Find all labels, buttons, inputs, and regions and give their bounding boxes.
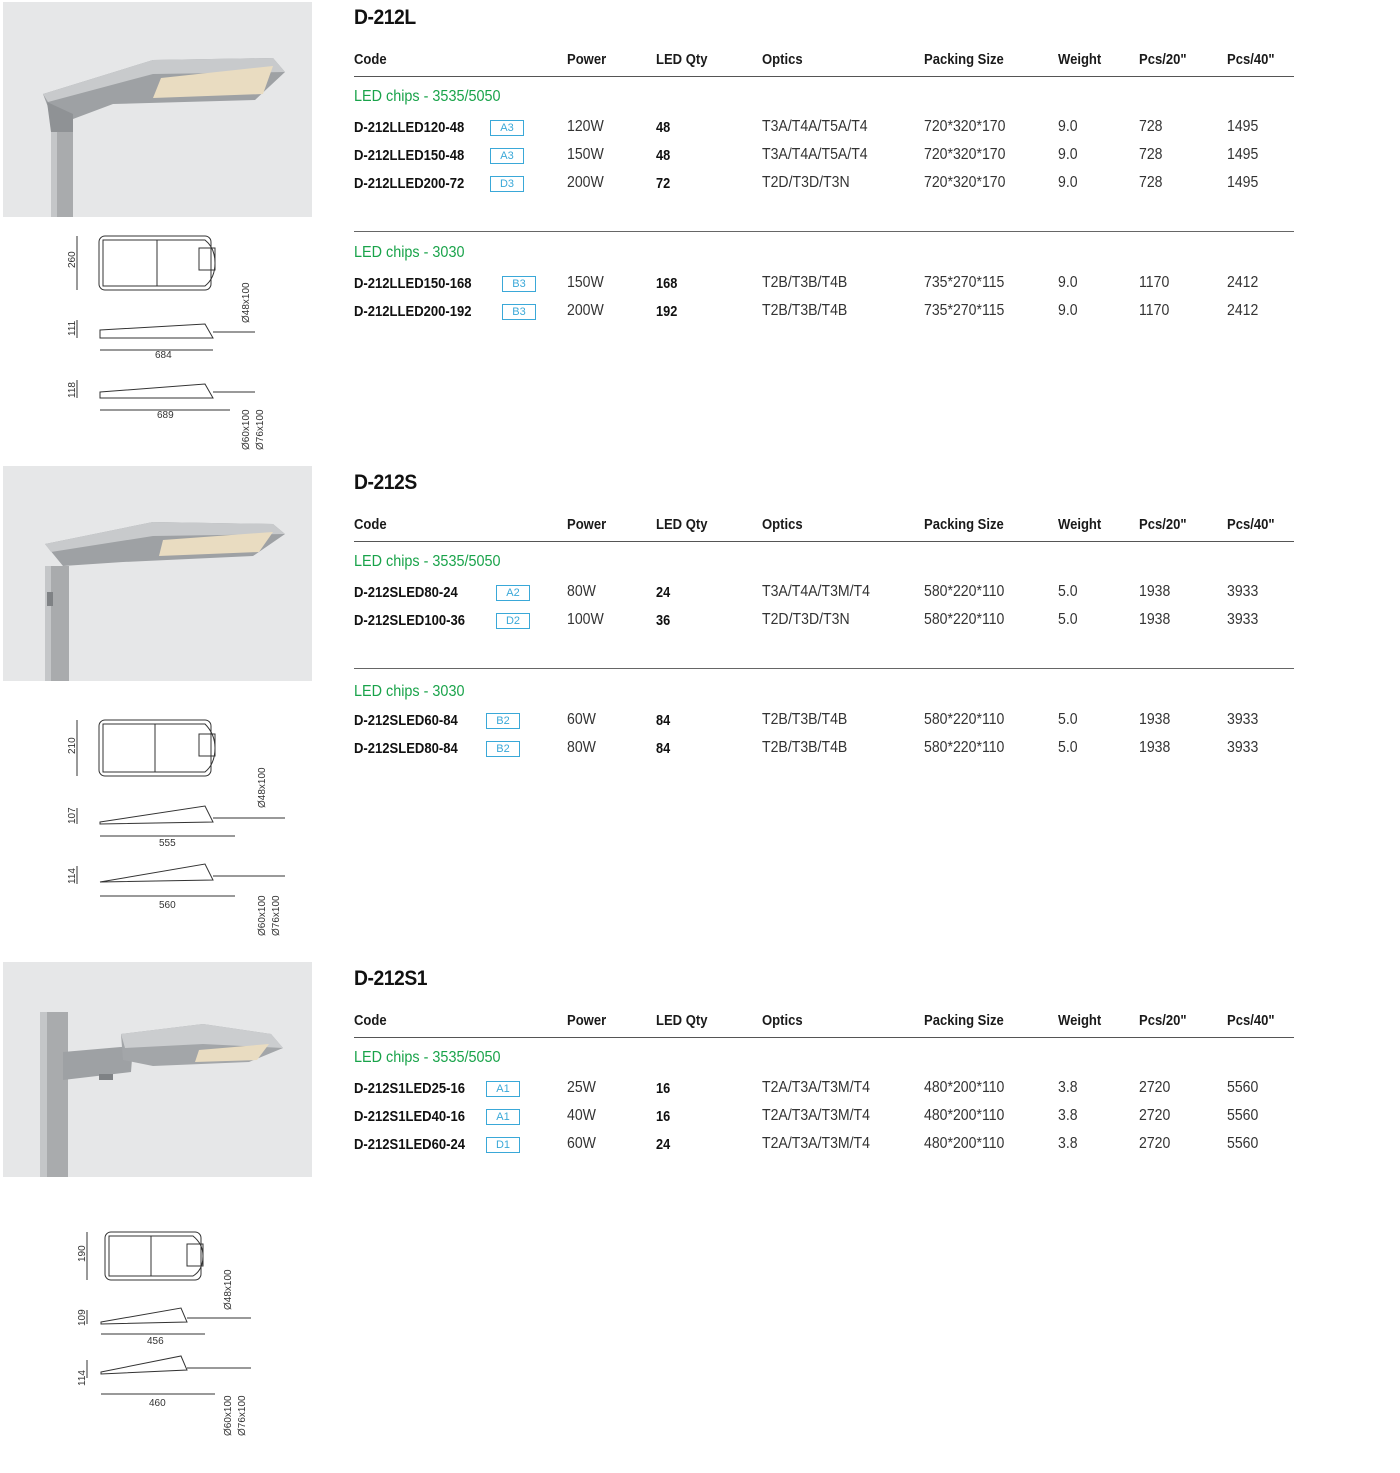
row-pcs20: 2720: [1139, 1135, 1171, 1152]
row-led-qty: 24: [656, 585, 671, 601]
optic-tag: B3: [502, 276, 536, 292]
drawing-side-height-2: 114: [67, 868, 78, 884]
row-optics: T2A/T3A/T3M/T4: [762, 1107, 870, 1124]
drawing-diameter-2: Ø60x100: [223, 1395, 234, 1436]
row-pcs40: 5560: [1227, 1079, 1259, 1096]
table-row: [354, 583, 1294, 611]
col-optics: Optics: [762, 517, 803, 533]
row-optics: T2D/T3D/T3N: [762, 174, 850, 191]
col-power: Power: [567, 1013, 607, 1029]
row-optics: T2B/T3B/T4B: [762, 302, 848, 319]
table-row: [354, 302, 1294, 330]
row-optics: T3A/T4A/T5A/T4: [762, 146, 868, 163]
table-header: [354, 46, 1294, 77]
drawing-height-label: 190: [77, 1245, 88, 1262]
row-led-qty: 84: [656, 741, 671, 757]
chip-group-label: LED chips - 3030: [354, 683, 465, 700]
row-weight: 5.0: [1058, 739, 1078, 756]
col-optics: Optics: [762, 52, 803, 68]
row-optics: T2B/T3B/T4B: [762, 274, 848, 291]
product-photo-d212s: [3, 466, 312, 681]
dimension-drawing-d212l: [55, 228, 315, 463]
row-pcs20: 2720: [1139, 1107, 1171, 1124]
drawing-height-label: 260: [67, 251, 78, 268]
table-row: [354, 1079, 1294, 1107]
optic-tag: A1: [486, 1109, 520, 1125]
row-optics: T3A/T4A/T5A/T4: [762, 118, 868, 135]
col-led-qty: LED Qty: [656, 52, 708, 68]
row-led-qty: 36: [656, 613, 671, 629]
row-pcs20: 1938: [1139, 611, 1171, 628]
row-power: 40W: [567, 1107, 596, 1124]
col-weight: Weight: [1058, 52, 1102, 68]
row-pcs20: 1170: [1139, 302, 1170, 319]
row-power: 60W: [567, 711, 596, 728]
row-pcs40: 3933: [1227, 711, 1259, 728]
drawing-diameter-2: Ø60x100: [241, 409, 252, 450]
col-code: Code: [354, 1013, 387, 1029]
product-photo-d212s1: [3, 962, 312, 1177]
section-title: D-212L: [354, 6, 416, 29]
row-optics: T2A/T3A/T3M/T4: [762, 1135, 870, 1152]
optic-tag: A2: [496, 585, 530, 601]
row-pcs40: 1495: [1227, 146, 1259, 163]
row-weight: 9.0: [1058, 146, 1078, 163]
row-packing-size: 735*270*115: [924, 302, 1005, 319]
row-pcs20: 2720: [1139, 1079, 1171, 1096]
chip-group: [354, 1049, 1294, 1164]
drawing-length-1: 684: [155, 350, 172, 361]
row-code: D-212SLED100-36: [354, 613, 465, 629]
col-pcs20: Pcs/20": [1139, 52, 1187, 68]
row-packing-size: 720*320*170: [924, 174, 1006, 191]
row-power: 100W: [567, 611, 604, 628]
row-led-qty: 84: [656, 713, 671, 729]
drawing-length-1: 555: [159, 838, 176, 849]
row-code: D-212LLED200-72: [354, 176, 465, 192]
row-pcs40: 3933: [1227, 611, 1259, 628]
row-code: D-212SLED80-84: [354, 741, 458, 757]
table-header: [354, 511, 1294, 542]
col-optics: Optics: [762, 1013, 803, 1029]
row-weight: 5.0: [1058, 711, 1078, 728]
chip-group: [354, 88, 1294, 198]
row-power: 150W: [567, 146, 604, 163]
row-packing-size: 580*220*110: [924, 739, 1005, 756]
row-optics: T3A/T4A/T3M/T4: [762, 583, 870, 600]
chip-group-label: LED chips - 3030: [354, 244, 465, 261]
col-code: Code: [354, 517, 387, 533]
row-code: D-212S1LED60-24: [354, 1137, 465, 1153]
col-pcs20: Pcs/20": [1139, 517, 1187, 533]
row-optics: T2A/T3A/T3M/T4: [762, 1079, 870, 1096]
row-code: D-212LLED200-192: [354, 304, 472, 320]
optic-tag: D2: [496, 613, 530, 629]
row-power: 200W: [567, 174, 604, 191]
table-row: [354, 146, 1294, 174]
col-power: Power: [567, 52, 607, 68]
row-weight: 3.8: [1058, 1135, 1078, 1152]
row-led-qty: 16: [656, 1109, 671, 1125]
row-code: D-212LLED120-48: [354, 120, 465, 136]
section-title: D-212S1: [354, 967, 428, 990]
row-packing-size: 735*270*115: [924, 274, 1005, 291]
row-packing-size: 580*220*110: [924, 583, 1005, 600]
row-pcs40: 1495: [1227, 118, 1259, 135]
row-optics: T2B/T3B/T4B: [762, 711, 848, 728]
chip-group-label: LED chips - 3535/5050: [354, 1049, 501, 1066]
optic-tag: A3: [490, 120, 524, 136]
section-title: D-212S: [354, 471, 417, 494]
col-code: Code: [354, 52, 387, 68]
table-header: [354, 1007, 1294, 1038]
row-power: 80W: [567, 739, 596, 756]
drawing-side-height-2: 118: [67, 382, 78, 398]
row-code: D-212SLED80-24: [354, 585, 458, 601]
drawing-diameter-3: Ø76x100: [237, 1395, 248, 1436]
col-packing-size: Packing Size: [924, 52, 1004, 68]
col-pcs20: Pcs/20": [1139, 1013, 1187, 1029]
table-row: [354, 1107, 1294, 1135]
row-pcs20: 1938: [1139, 583, 1171, 600]
row-packing-size: 480*200*110: [924, 1079, 1005, 1096]
col-power: Power: [567, 517, 607, 533]
drawing-diameter-3: Ø76x100: [271, 895, 282, 936]
col-weight: Weight: [1058, 517, 1102, 533]
col-packing-size: Packing Size: [924, 517, 1004, 533]
row-power: 60W: [567, 1135, 596, 1152]
col-packing-size: Packing Size: [924, 1013, 1004, 1029]
row-weight: 9.0: [1058, 302, 1078, 319]
row-led-qty: 48: [656, 120, 671, 136]
row-led-qty: 168: [656, 276, 678, 292]
row-pcs40: 5560: [1227, 1135, 1259, 1152]
drawing-height-label: 210: [67, 737, 78, 754]
optic-tag: A3: [490, 148, 524, 164]
row-pcs40: 2412: [1227, 302, 1259, 319]
row-code: D-212S1LED25-16: [354, 1081, 465, 1097]
row-power: 80W: [567, 583, 596, 600]
drawing-diameter-2: Ø60x100: [257, 895, 268, 936]
row-weight: 5.0: [1058, 611, 1078, 628]
row-pcs40: 3933: [1227, 739, 1259, 756]
row-optics: T2D/T3D/T3N: [762, 611, 850, 628]
row-pcs20: 1170: [1139, 274, 1170, 291]
dimension-drawing-d212s: [55, 712, 315, 947]
row-pcs40: 1495: [1227, 174, 1259, 191]
row-code: D-212LLED150-168: [354, 276, 472, 292]
row-weight: 9.0: [1058, 274, 1078, 291]
table-row: [354, 274, 1294, 302]
optic-tag: A1: [486, 1081, 520, 1097]
row-led-qty: 192: [656, 304, 678, 320]
row-power: 120W: [567, 118, 604, 135]
drawing-side-height-2: 114: [77, 1370, 88, 1386]
drawing-side-height-1: 107: [67, 807, 78, 824]
chip-group-label: LED chips - 3535/5050: [354, 553, 501, 570]
row-code: D-212LLED150-48: [354, 148, 465, 164]
table-row: [354, 739, 1294, 767]
row-pcs20: 1938: [1139, 711, 1171, 728]
optic-tag: D3: [490, 176, 524, 192]
row-pcs20: 728: [1139, 174, 1163, 191]
optic-tag: B2: [486, 741, 520, 757]
product-photo-d212l: [3, 2, 312, 217]
drawing-side-height-1: 111: [67, 320, 78, 336]
col-pcs40: Pcs/40": [1227, 517, 1275, 533]
row-led-qty: 16: [656, 1081, 671, 1097]
optic-tag: B2: [486, 713, 520, 729]
table-row: [354, 611, 1294, 639]
row-packing-size: 480*200*110: [924, 1135, 1005, 1152]
drawing-side-height-1: 109: [77, 1309, 88, 1326]
drawing-length-2: 689: [157, 410, 174, 421]
row-pcs40: 2412: [1227, 274, 1259, 291]
row-weight: 5.0: [1058, 583, 1078, 600]
row-pcs40: 3933: [1227, 583, 1259, 600]
row-weight: 9.0: [1058, 174, 1078, 191]
col-pcs40: Pcs/40": [1227, 52, 1275, 68]
table-row: [354, 711, 1294, 739]
row-led-qty: 24: [656, 1137, 671, 1153]
chip-group: [354, 668, 1294, 764]
row-packing-size: 480*200*110: [924, 1107, 1005, 1124]
row-weight: 3.8: [1058, 1107, 1078, 1124]
row-packing-size: 580*220*110: [924, 611, 1005, 628]
col-weight: Weight: [1058, 1013, 1102, 1029]
row-weight: 9.0: [1058, 118, 1078, 135]
drawing-length-1: 456: [147, 1336, 164, 1347]
col-led-qty: LED Qty: [656, 1013, 708, 1029]
row-pcs20: 1938: [1139, 739, 1171, 756]
drawing-diameter-1: Ø48x100: [241, 282, 252, 323]
drawing-diameter-1: Ø48x100: [223, 1269, 234, 1310]
chip-group: [354, 231, 1294, 327]
chip-group-label: LED chips - 3535/5050: [354, 88, 501, 105]
table-row: [354, 174, 1294, 202]
col-pcs40: Pcs/40": [1227, 1013, 1275, 1029]
drawing-diameter-3: Ø76x100: [255, 409, 266, 450]
row-packing-size: 720*320*170: [924, 118, 1006, 135]
row-packing-size: 580*220*110: [924, 711, 1005, 728]
row-power: 150W: [567, 274, 604, 291]
drawing-length-2: 460: [149, 1398, 166, 1409]
row-code: D-212SLED60-84: [354, 713, 458, 729]
optic-tag: B3: [502, 304, 536, 320]
row-pcs40: 5560: [1227, 1107, 1259, 1124]
row-led-qty: 48: [656, 148, 671, 164]
table-row: [354, 118, 1294, 146]
row-optics: T2B/T3B/T4B: [762, 739, 848, 756]
row-weight: 3.8: [1058, 1079, 1078, 1096]
row-pcs20: 728: [1139, 146, 1163, 163]
row-led-qty: 72: [656, 176, 671, 192]
table-row: [354, 1135, 1294, 1163]
row-packing-size: 720*320*170: [924, 146, 1006, 163]
optic-tag: D1: [486, 1137, 520, 1153]
dimension-drawing-d212s1: [55, 1226, 315, 1461]
drawing-diameter-1: Ø48x100: [257, 767, 268, 808]
drawing-length-2: 560: [159, 900, 176, 911]
row-pcs20: 728: [1139, 118, 1163, 135]
row-power: 25W: [567, 1079, 596, 1096]
row-power: 200W: [567, 302, 604, 319]
col-led-qty: LED Qty: [656, 517, 708, 533]
chip-group: [354, 553, 1294, 638]
row-code: D-212S1LED40-16: [354, 1109, 465, 1125]
